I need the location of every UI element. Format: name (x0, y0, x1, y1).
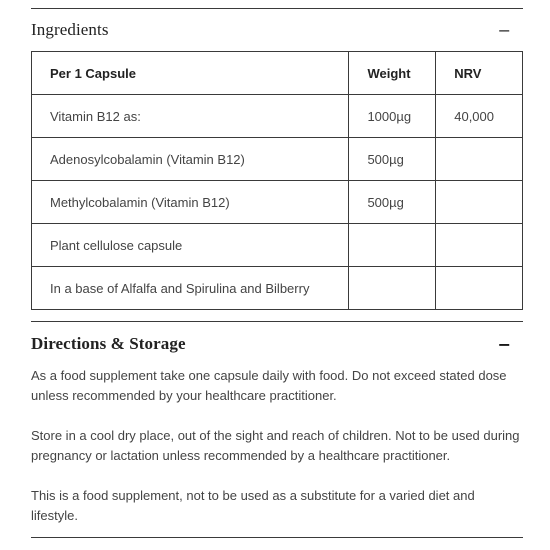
ingredient-weight: 500µg (349, 181, 436, 224)
ingredient-nrv (436, 138, 523, 181)
ingredient-weight (349, 224, 436, 267)
product-info-accordion (31, 0, 523, 538)
ingredient-weight: 1000µg (349, 95, 436, 138)
bottom-divider (31, 537, 523, 538)
ingredient-name: Plant cellulose capsule (32, 224, 349, 267)
collapse-icon[interactable]: − (497, 334, 511, 354)
table-row (32, 138, 523, 181)
table-header-row (32, 52, 523, 95)
ingredient-nrv: 40,000 (436, 95, 523, 138)
directions-title: Directions & Storage (31, 334, 186, 353)
ingredient-name: In a base of Alfalfa and Spirulina and Bilberry (32, 267, 349, 310)
column-header-weight: Weight (349, 52, 436, 95)
ingredients-table (31, 51, 523, 310)
table-row (32, 267, 523, 310)
table-row (32, 181, 523, 224)
ingredient-name: Methylcobalamin (Vitamin B12) (32, 181, 349, 224)
column-header-per-capsule: Per 1 Capsule (32, 52, 349, 95)
ingredient-nrv (436, 267, 523, 310)
collapse-icon[interactable]: − (497, 20, 511, 40)
ingredient-weight: 500µg (349, 138, 436, 181)
directions-content (31, 366, 523, 526)
ingredient-nrv (436, 181, 523, 224)
ingredient-nrv (436, 224, 523, 267)
directions-header[interactable] (31, 322, 523, 366)
ingredient-name: Adenosylcobalamin (Vitamin B12) (32, 138, 349, 181)
storage-paragraph: Store in a cool dry place, out of the sight and reach of children. Not to be used during pregnancy or lactation unless recommended by a healthcare practitioner. (31, 428, 520, 463)
table-row (32, 224, 523, 267)
ingredient-name: Vitamin B12 as: (32, 95, 349, 138)
ingredients-header[interactable] (31, 9, 523, 51)
table-row (32, 95, 523, 138)
column-header-nrv: NRV (436, 52, 523, 95)
ingredient-weight (349, 267, 436, 310)
directions-paragraph: As a food supplement take one capsule daily with food. Do not exceed stated dose unless recommended by your healthcare practitioner. (31, 368, 507, 403)
ingredients-title: Ingredients (31, 20, 109, 39)
disclaimer-paragraph: This is a food supplement, not to be used as a substitute for a varied diet and lifestyle. (31, 488, 475, 523)
